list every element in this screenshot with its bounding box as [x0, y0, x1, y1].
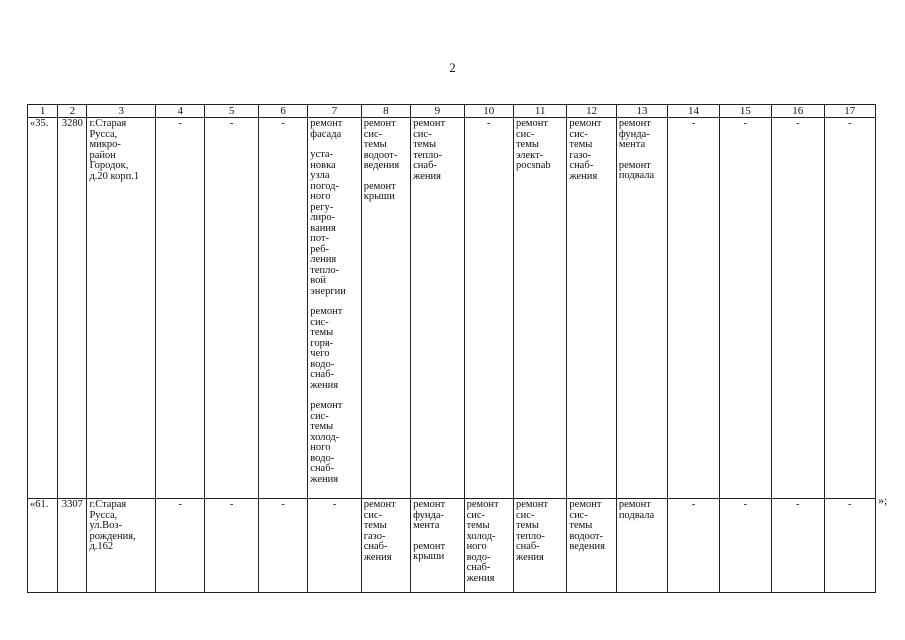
building-code: 3280 [58, 118, 87, 499]
work-item-line: подвала [618, 509, 655, 521]
table-row [28, 499, 876, 593]
work-item-line: сис- [310, 410, 329, 422]
work-item-line: ремонт [618, 499, 651, 510]
column-header: 6 [258, 105, 307, 118]
work-item-line: ремонт [618, 118, 651, 129]
work-item-line: ного [466, 541, 487, 552]
cell-line: Русса, [89, 509, 118, 521]
work-item-line: снаб- [466, 562, 491, 573]
table-cell: - [668, 118, 719, 499]
work-item-line: ремонт [363, 180, 396, 192]
work-item-line: ремонт [413, 540, 446, 552]
cell-line: г.Старая [89, 499, 127, 510]
works-cell [616, 118, 667, 499]
work-item-line: водо- [466, 551, 491, 563]
work-item-line: сис- [363, 128, 383, 140]
cell-line: ул.Воз- [89, 520, 123, 531]
work-item-line: снаб- [310, 463, 335, 474]
table-row [28, 118, 876, 499]
work-item-line: водо- [310, 452, 335, 464]
works-cell [361, 118, 410, 499]
work-item-line: темы [466, 520, 490, 531]
work-item-line: холод- [466, 530, 496, 542]
work-item-line: лиро- [310, 212, 336, 223]
work-item [516, 119, 564, 172]
work-item-line: мента [413, 520, 440, 531]
works-cell [464, 499, 513, 593]
cell-line: Городок, [89, 160, 129, 171]
cell-line: г.Старая [89, 118, 127, 129]
cell-line: район [89, 149, 116, 161]
work-item [364, 500, 408, 563]
work-item-line: темы [569, 520, 593, 531]
column-header: 13 [616, 105, 667, 118]
works-cell [616, 499, 667, 593]
work-item [569, 500, 613, 553]
work-item-line: жения [413, 170, 441, 182]
work-item-line: регу- [310, 201, 334, 213]
cell-line: микро- [89, 139, 121, 150]
work-item-line: узла [310, 170, 330, 181]
row-number: «61. [28, 499, 58, 593]
work-item-line: фунда- [618, 128, 650, 140]
work-item-line: элект- [515, 149, 544, 161]
works-cell [411, 499, 464, 593]
work-item-line: ремонт [310, 118, 343, 129]
work-item-line: уста- [310, 149, 334, 160]
work-item-line: мента [618, 139, 646, 150]
works-cell [513, 118, 566, 499]
work-item-line: ремонт [310, 400, 343, 411]
work-item [413, 119, 461, 182]
table-cell: - [205, 118, 258, 499]
work-item-line: сис- [413, 128, 432, 140]
work-item-line: темы [569, 139, 593, 150]
work-item-line: жения [310, 379, 339, 391]
work-item-line: ремонт [466, 499, 499, 510]
column-header: 7 [308, 105, 361, 118]
work-item [569, 119, 613, 182]
work-item-line: ного [310, 442, 331, 453]
work-item-line: жения [515, 551, 544, 563]
work-item-line: ведения [569, 541, 605, 552]
column-header: 5 [205, 105, 258, 118]
column-header: 9 [411, 105, 464, 118]
work-item-line: ления [310, 254, 337, 265]
work-item-line: сис- [515, 128, 535, 140]
work-item-line: вой [310, 275, 327, 286]
address-cell [87, 118, 156, 499]
work-item-line: ремонт [363, 118, 396, 129]
work-item-line: темы [413, 139, 437, 150]
work-item-line: водоот- [363, 149, 398, 161]
work-item-line: снаб- [310, 369, 335, 380]
work-item-line: ремонт [618, 159, 651, 171]
work-item [310, 401, 358, 485]
work-item [413, 500, 461, 532]
works-cell [567, 499, 616, 593]
works-cell [308, 118, 361, 499]
table-cell: - [258, 499, 307, 593]
cell-line: д.20 корп.1 [89, 170, 140, 182]
work-item-line: фунда- [413, 509, 445, 521]
table-cell: - [668, 499, 719, 593]
work-item [364, 119, 408, 172]
column-header: 10 [464, 105, 513, 118]
work-item-line: темы [515, 139, 539, 150]
table-cell: - [205, 499, 258, 593]
address-cell [87, 499, 156, 593]
work-item [619, 119, 665, 151]
work-item-line: снаб- [363, 541, 388, 552]
work-item [310, 150, 358, 297]
work-item-line: вания [310, 222, 336, 234]
work-item-line: ремонт [413, 499, 446, 510]
work-item-line: ремонт [515, 499, 548, 510]
work-item-line: тепло- [310, 264, 340, 276]
page-number: 2 [449, 60, 456, 75]
work-item-line: подвала [618, 170, 655, 181]
work-item-line: снаб- [515, 541, 540, 552]
table-cell: - [258, 118, 307, 499]
work-item-line: темы [515, 520, 539, 531]
works-cell [411, 118, 464, 499]
work-item-line: энергии [310, 285, 346, 297]
work-item [467, 500, 511, 584]
work-item-line: ремонт [515, 118, 548, 129]
column-header: 3 [87, 105, 156, 118]
table-cell: - [824, 118, 876, 499]
work-item [310, 307, 358, 391]
work-item-line: ремонт [569, 499, 602, 510]
column-header: 17 [824, 105, 876, 118]
work-item-line: реб- [310, 243, 330, 255]
cell-text: - [487, 118, 491, 129]
works-cell [464, 118, 513, 499]
building-code: 3307 [58, 499, 87, 593]
work-item [619, 500, 665, 521]
work-item-line: газо- [569, 149, 592, 161]
works-cell [567, 118, 616, 499]
work-item-line: водоот- [569, 530, 604, 542]
column-header: 14 [668, 105, 719, 118]
table-cell: - [824, 499, 876, 593]
table-cell: - [308, 499, 361, 593]
work-item-line: погод- [310, 180, 339, 192]
work-item-line: чего [310, 348, 330, 359]
work-item [413, 542, 461, 563]
work-item-line: сис- [569, 509, 588, 521]
work-item [364, 182, 408, 203]
work-item-line: темы [363, 139, 387, 150]
table-cell: - [719, 499, 771, 593]
repair-schedule-table [27, 104, 876, 593]
work-item-line: ремонт [363, 499, 396, 510]
work-item-line: газо- [363, 530, 386, 542]
column-header: 12 [567, 105, 616, 118]
column-header: 15 [719, 105, 771, 118]
work-item-line: темы [310, 421, 334, 432]
table-cell: - [156, 499, 205, 593]
work-item [516, 500, 564, 563]
work-item-line: жения [363, 551, 392, 563]
work-item-line: холод- [310, 431, 340, 443]
work-item-line: сис- [569, 128, 588, 140]
table-cell: - [772, 499, 824, 593]
row-number: «35. [28, 118, 58, 499]
column-header: 4 [156, 105, 205, 118]
work-item [310, 119, 358, 140]
work-item-line: ремонт [310, 306, 343, 317]
column-number-row [28, 105, 876, 118]
work-item-line: ремонт [413, 118, 446, 129]
closing-quote-mark: »; [878, 493, 888, 507]
table-cell: - [772, 118, 824, 499]
work-item-line: горя- [310, 337, 334, 349]
work-item-line: крыши [413, 551, 445, 562]
work-item-line: жения [310, 473, 339, 485]
works-cell [513, 499, 566, 593]
column-header: 8 [361, 105, 410, 118]
work-item-line: темы [310, 327, 334, 338]
work-item-line: фасада [310, 128, 342, 140]
work-item-line: снаб- [413, 160, 437, 171]
work-item-line: жения [569, 170, 598, 182]
work-item-line: снаб- [569, 160, 594, 171]
column-header: 11 [513, 105, 566, 118]
work-item-line: тепло- [413, 149, 442, 161]
work-item-line: росsnab [515, 160, 551, 171]
work-item-line: новка [310, 159, 336, 171]
cell-line: рождения, [89, 530, 136, 542]
work-item-line: пот- [310, 233, 330, 244]
work-item-line: сис- [466, 509, 485, 521]
cell-line: д.162 [89, 541, 114, 552]
work-item-line: сис- [515, 509, 535, 521]
work-item-line: сис- [363, 509, 383, 521]
column-header: 2 [58, 105, 87, 118]
work-item-line: ремонт [569, 118, 602, 129]
work-item-line: водо- [310, 358, 335, 370]
table-cell: - [719, 118, 771, 499]
work-item [619, 161, 665, 182]
column-header: 1 [28, 105, 58, 118]
work-item-line: ведения [363, 160, 400, 171]
work-item-line: тепло- [515, 530, 545, 542]
work-item-line: крыши [363, 191, 395, 202]
work-item-line: ного [310, 191, 331, 202]
work-item-line: сис- [310, 316, 329, 328]
work-item-line: жения [466, 572, 495, 584]
column-header: 16 [772, 105, 824, 118]
table-cell: - [156, 118, 205, 499]
cell-line: Русса, [89, 128, 118, 140]
works-cell [361, 499, 410, 593]
work-item-line: темы [363, 520, 387, 531]
